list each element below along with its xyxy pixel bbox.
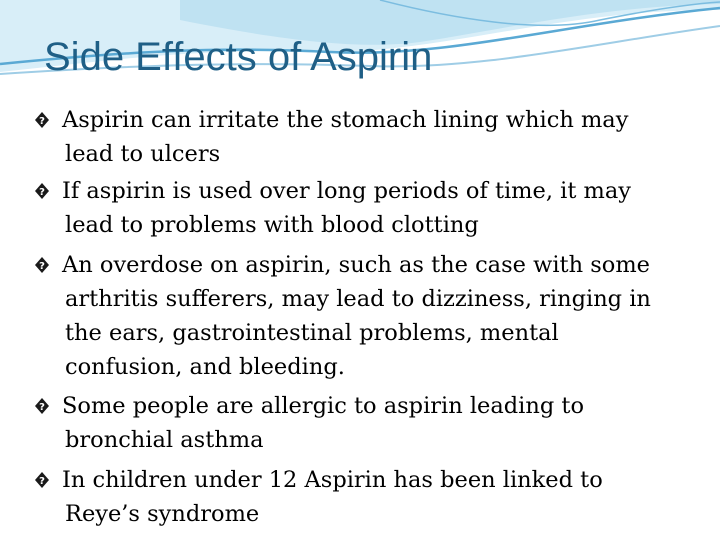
- bullet-line: If aspirin is used over long periods of time, it may: [62, 178, 631, 204]
- bullet-text: [62, 389, 715, 457]
- bullet-line: lead to ulcers: [65, 141, 221, 167]
- replacement-character-icon: [31, 395, 63, 417]
- bullet-text: [62, 463, 715, 531]
- bullet-line: confusion, and bleeding.: [65, 354, 345, 380]
- bullet-line: In children under 12 Aspirin has been linked to: [62, 467, 603, 493]
- svg-text:?: ?: [39, 261, 45, 272]
- bullet-line: bronchial asthma: [65, 427, 264, 453]
- bullet-line: An overdose on aspirin, such as the case with some: [62, 252, 650, 278]
- bullet-line: Aspirin can irritate the stomach lining which may: [62, 107, 629, 133]
- bullet-line: Some people are allergic to aspirin leading to: [62, 393, 585, 419]
- replacement-character-icon: [31, 469, 63, 491]
- bullet-line: arthritis sufferers, may lead to dizziness, ringing in: [65, 286, 651, 312]
- bullet-text: [62, 103, 715, 171]
- svg-text:?: ?: [39, 402, 45, 413]
- bullet-line: lead to problems with blood clotting: [65, 212, 479, 238]
- replacement-character-icon: [31, 109, 63, 131]
- svg-text:?: ?: [39, 116, 45, 127]
- replacement-character-icon: [31, 180, 63, 202]
- slide-title: Side Effects of Aspirin: [44, 35, 433, 79]
- svg-text:?: ?: [39, 476, 45, 487]
- bullet-text: [62, 248, 715, 384]
- bullet-text: [62, 174, 715, 242]
- replacement-character-icon: [31, 254, 63, 276]
- bullet-line: the ears, gastrointestinal problems, mental: [65, 320, 559, 346]
- bullet-line: Reye’s syndrome: [65, 501, 260, 527]
- svg-text:?: ?: [39, 187, 45, 198]
